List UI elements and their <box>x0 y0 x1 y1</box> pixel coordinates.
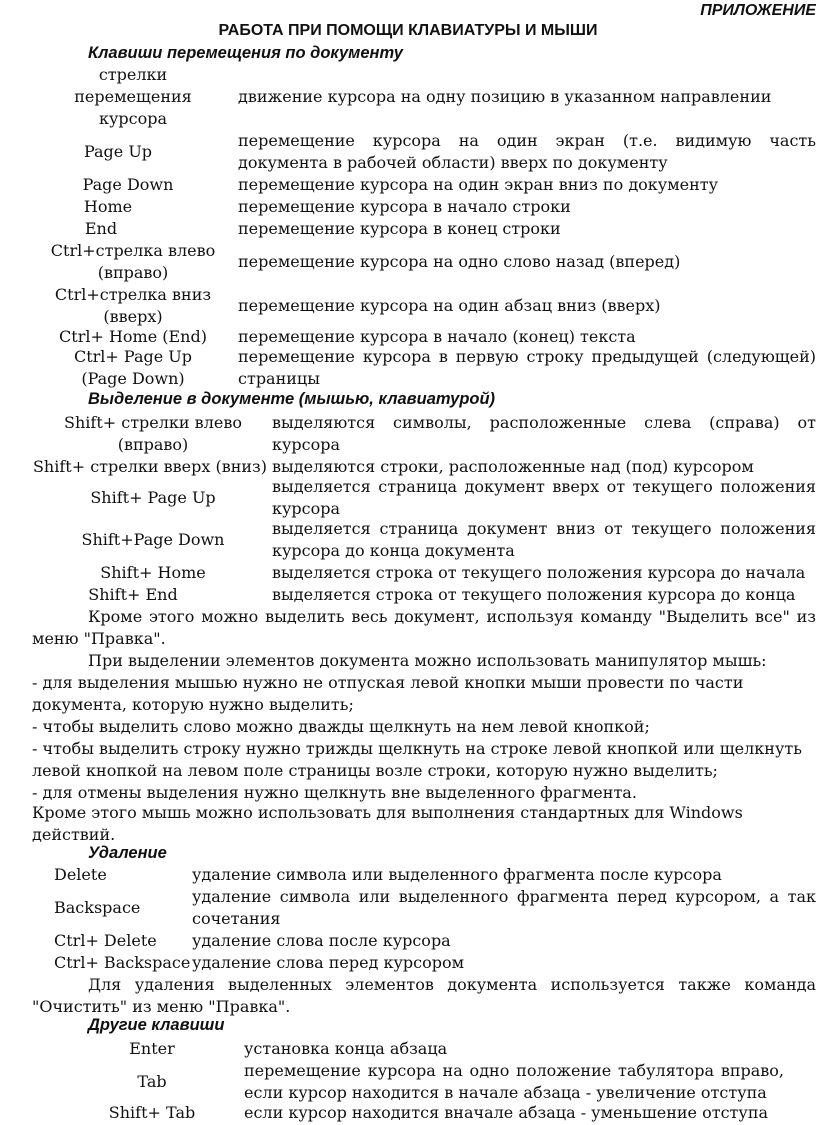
key-row <box>0 518 816 562</box>
key-description: удаление слова после курсора <box>192 931 451 950</box>
key-name: Enter <box>129 1039 175 1058</box>
key-row <box>0 284 816 328</box>
key-name: End <box>84 219 118 238</box>
key-description: перемещение курсора в конец строки <box>238 219 561 238</box>
key-name: Ctrl+стрелка влево (вправо) <box>50 241 216 282</box>
key-description: удаление символа или выделенного фрагмента перед курсором, а так сочетания <box>192 887 816 928</box>
bullet-item: - чтобы выделить слово можно дважды щелкнуть на нем левой кнопкой; <box>32 717 650 736</box>
key-row <box>0 930 816 952</box>
key-description: выделяется страница документ вверх от текущего положения курсора <box>272 477 816 518</box>
key-row <box>0 130 816 174</box>
bullet-item: - для отмены выделения нужно щелкнуть вне выделенного фрагмента. <box>32 783 637 802</box>
paragraph: Кроме этого можно выделить весь документ, используя команду "Выделить все" из меню "Правка". <box>32 607 816 648</box>
section-heading-deletion: Удаление <box>88 844 167 862</box>
key-description: выделяется строка от текущего положения курсора до конца <box>272 585 796 604</box>
key-name: Ctrl+ Backspace <box>54 953 191 972</box>
key-row <box>0 218 816 240</box>
appendix-label: ПРИЛОЖЕНИЕ <box>700 2 816 19</box>
key-name: Page Down <box>82 175 174 194</box>
paragraph: Кроме этого мышь можно использовать для выполнения стандартных для Windows действий. <box>32 803 743 844</box>
key-description: установка конца абзаца <box>244 1039 448 1058</box>
key-row <box>0 326 816 348</box>
key-row <box>0 886 816 930</box>
key-row <box>0 562 816 584</box>
bullet-item: - для выделения мышью нужно не отпуская левой кнопки мыши провести по части документа, которую нужно выделить; <box>32 673 744 714</box>
key-name: Ctrl+стрелка вниз (вверх) <box>54 285 212 326</box>
key-row <box>0 952 816 974</box>
key-name: Page Up <box>83 142 153 161</box>
key-name: стрелки перемещения курсора <box>74 65 192 128</box>
key-row <box>0 456 816 478</box>
key-name: Shift+ стрелки вверх (вниз) <box>32 457 268 476</box>
key-description: перемещение курсора в первую строку предыдущей (следующей) страницы <box>238 347 816 388</box>
key-description: удаление символа или выделенного фрагмента после курсора <box>192 865 722 884</box>
key-description: перемещение курсора на один экран (т.е. видимую часть документа в рабочей области) вверх по документу <box>238 131 816 172</box>
key-name: Shift+ Home <box>100 563 206 582</box>
key-description: выделяется строка от текущего положения курсора до начала <box>272 563 806 582</box>
key-description: удаление слова перед курсором <box>192 953 465 972</box>
key-row <box>0 864 816 886</box>
key-description: выделяются строки, расположенные над (под) курсором <box>272 457 754 476</box>
key-description: перемещение курсора на одно положение табулятора вправо, если курсор находится в начале абзаца - увеличение отступа <box>244 1061 784 1102</box>
page-title: РАБОТА ПРИ ПОМОЩИ КЛАВИАТУРЫ И МЫШИ <box>218 22 598 39</box>
key-row <box>0 476 816 520</box>
section-heading-other-keys: Другие клавиши <box>88 1016 225 1034</box>
section-heading-navigation: Клавиши перемещения по документу <box>88 44 403 62</box>
key-name: Shift+ Page Up <box>90 488 216 507</box>
key-description: перемещение курсора в начало (конец) текста <box>238 327 636 346</box>
key-name: Ctrl+ Delete <box>54 931 157 950</box>
key-name: Tab <box>137 1072 167 1091</box>
key-name: Shift+ стрелки влево (вправо) <box>64 413 242 454</box>
paragraph: При выделении элементов документа можно использовать манипулятор мышь: <box>88 651 767 670</box>
key-description: перемещение курсора на один экран вниз по документу <box>238 175 719 194</box>
key-description: движение курсора на одну позицию в указанном направлении <box>238 87 772 106</box>
key-name: Delete <box>54 865 107 884</box>
key-name: Ctrl+ Page Up (Page Down) <box>73 347 193 388</box>
key-description: выделяются символы, расположенные слева (справа) от курсора <box>272 413 816 454</box>
key-name: Ctrl+ Home (End) <box>59 327 207 346</box>
key-name: Shift+Page Down <box>81 530 225 549</box>
key-description: перемещение курсора на один абзац вниз (вверх) <box>238 296 661 315</box>
key-row <box>0 412 816 456</box>
key-name: Shift+ End <box>88 585 178 604</box>
key-description: выделяется страница документ вниз от текущего положения курсора до конца документа <box>272 519 816 560</box>
key-row <box>0 1060 816 1104</box>
key-description: если курсор находится вначале абзаца - уменьшение отступа <box>244 1103 769 1122</box>
key-name: Home <box>83 197 133 216</box>
key-name: Shift+ Tab <box>108 1103 196 1122</box>
paragraph: Для удаления выделенных элементов документа используется также команда "Очистить" из меню "Правка". <box>32 975 816 1016</box>
key-row <box>0 1038 816 1060</box>
key-row <box>0 174 816 196</box>
key-row <box>0 196 816 218</box>
section-heading-selection: Выделение в документе (мышью, клавиатурой) <box>88 390 496 408</box>
key-row <box>0 1102 816 1124</box>
key-row <box>0 240 816 284</box>
key-row <box>0 346 816 390</box>
key-description: перемещение курсора в начало строки <box>238 197 571 216</box>
bullet-item: - чтобы выделить строку нужно трижды щелкнуть на строке левой кнопкой или щелкнуть левой кнопкой на левом поле страницы возле строки, которую нужно выделить; <box>32 739 802 780</box>
key-description: перемещение курсора на одно слово назад (вперед) <box>238 252 681 271</box>
key-name: Backspace <box>54 898 141 917</box>
key-row <box>0 64 816 130</box>
key-row <box>0 584 816 606</box>
